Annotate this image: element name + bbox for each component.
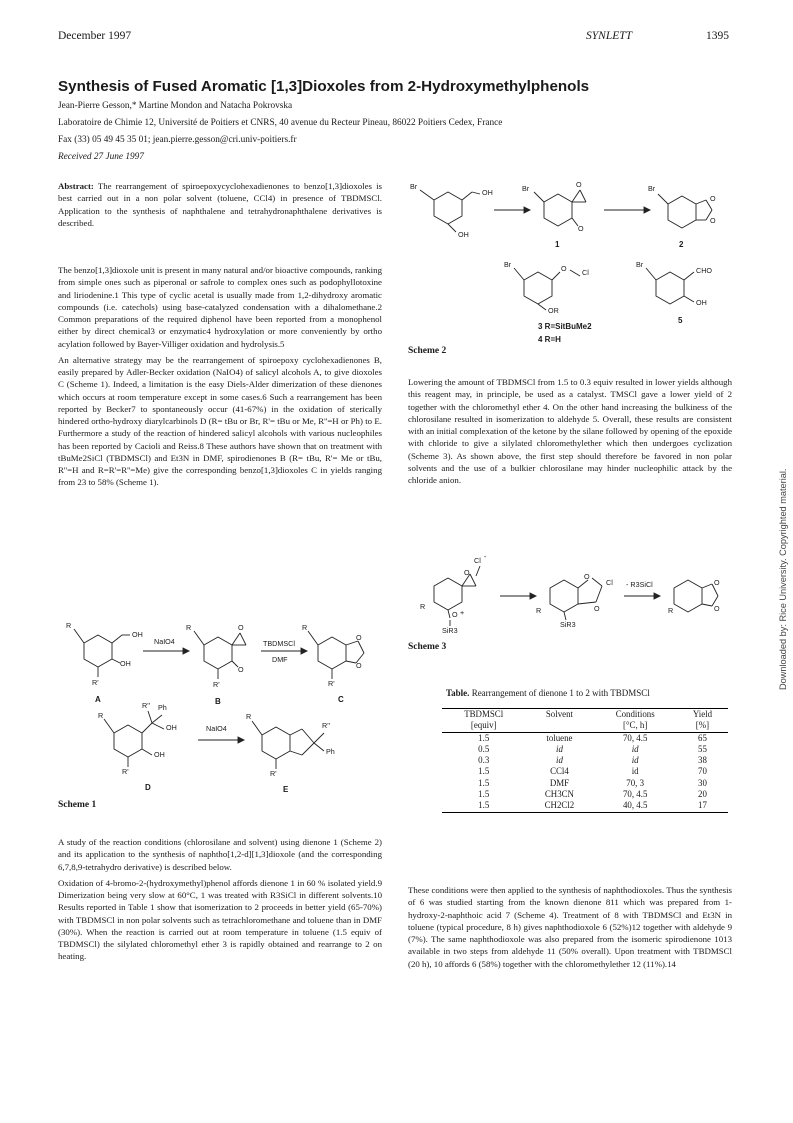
affiliation: Laboratoire de Chimie 12, Université de Poitiers et CNRS, 40 avenue du Recteur Pineau, 86022 Poitiers Cedex, France	[58, 118, 503, 128]
substituent-label: O	[561, 264, 567, 273]
substituent-label: O	[714, 578, 720, 587]
scheme-1-drawing	[58, 615, 382, 815]
substituent-label: R	[536, 606, 542, 615]
compound-label-a: A	[95, 695, 101, 704]
substituent-label: Cl	[474, 556, 481, 565]
download-watermark: Downloaded by: Rice University. Copyrighted material.	[778, 468, 788, 690]
table-row	[442, 744, 728, 755]
substituent-label: R	[302, 623, 308, 632]
table-cell: CH2Cl2	[544, 800, 575, 811]
table-row	[442, 755, 728, 766]
substituent-label: R'	[328, 679, 335, 688]
compound-label-2: 2	[679, 240, 684, 249]
table-unit: [°C, h]	[623, 720, 648, 731]
substituent-label: Br	[648, 184, 656, 193]
paragraph: A study of the reaction conditions (chlorosilane and solvent) using dienone 1 (Scheme 2) and its application to the synthesis of naphtho[1,2-d][1,3]dioxole (and the corresponding 6,7,8,9-tetrahydro derivative) is described below.	[58, 837, 382, 872]
table-caption-text: Rearrangement of dienone 1 to 2 with TBDMSCl	[471, 688, 650, 698]
contact: Fax (33) 05 49 45 35 01; jean.pierre.gesson@cri.univ-poitiers.fr	[58, 135, 297, 145]
substituent-label: Br	[410, 182, 418, 191]
table-cell: id	[631, 755, 639, 766]
substituent-label: O	[714, 604, 720, 613]
substituent-label: O	[710, 216, 716, 225]
table-cell: id	[631, 766, 639, 777]
reagent-label: NaIO4	[206, 724, 227, 733]
substituent-label: R	[420, 602, 426, 611]
substituent-label: O	[238, 665, 244, 674]
left-text-1	[58, 264, 382, 493]
scheme-3	[408, 552, 732, 656]
table-cell: toluene	[546, 732, 573, 743]
paragraph: An alternative strategy may be the rearrangement of spiroepoxy cyclohexadienones B, easily prepared by Adler-Becker oxidation (NaIO4) of salicyl alcohols A, to give dioxoles C (Scheme 1). Indeed, a limitation is the easy Diels-Alder dimerization of these dienones which occurs at room temperature except in some cases.6 Such a rearrangement has been reported by Becker7 to spontaneously occur (41-67%) in the oxidation of sterically hindered ortho-hydroxy diarylcarbinols D (R= tBu or Br, R'= tBu or Me, R''=H or Ph) to E. Furthermore a study of the reaction of hindered salicyl alcohols with various nucleophiles has been reported by Cacioli and Reiss.8 These authors have shown that on treatment with tBuMe2SiCl (TBDMSCl) and Et3N in DMF, spirodienones B (R= tBu, R'= Me or tBu, R''=H and R=R'=R''=Me) give the corresponding benzo[1,3]dioxoles C in yields ranging from 23 to 58% (Scheme 1).	[58, 354, 382, 488]
substituent-label: OH	[166, 723, 177, 732]
compound-label-5: 5	[678, 316, 683, 325]
substituent-label: R''	[322, 721, 330, 730]
authors: Jean-Pierre Gesson,* Martine Mondon and Natacha Pokrovska	[58, 101, 293, 111]
table-header: Solvent	[545, 709, 573, 719]
substituent-label: O	[464, 568, 470, 577]
substituent-label: CHO	[696, 266, 712, 275]
paragraph: The benzo[1,3]dioxole unit is present in many natural and/or bioactive compounds, ranking from simple ones such as piperonal or safrole to complex ones such as podophyllotoxine and liriodenine.1 This type of cyclic acetal is usually made from 1,2-dihydroxy aromatic compounds (i.e. catechols) using base-catalyzed condensation with a dihalomethane.2 Common preparations of the required diphenol have been reported from a monophenol either by direct chemical3 or enzymatic4 hydroxylation or more conveniently by ortho acylation followed by Bayer-Villiger oxidation and hydrolysis.5	[58, 265, 382, 349]
table-cell: 0.5	[478, 743, 490, 754]
table-header: Yield	[692, 709, 713, 719]
paragraph: Lowering the amount of TBDMSCl from 1.5 to 0.3 equiv resulted in lower yields although this reagent may, in principle, be used as a catalyst. TMSCl gave a lower yield of 2 together with the chloromethyl ether 4. On the other hand increasing the bulkiness of the chlorosilane resulted in isomerization to aldehyde 5. Overall, these results are consistent with an initial complexation of the ketone by the silane followed by opening of the epoxide with chloride to give a silylated chloromethylether which then undergoes cyclization (Scheme 3). As shown above, the first step should therefore be favored in non polar solvents and the use of a bulkier chlorosilane may hinder nucleophilic attack by the chloride anion.	[408, 377, 732, 485]
table-cell: 1.5	[478, 777, 490, 788]
substituent-label: O	[356, 633, 362, 642]
compound-label-1: 1	[555, 240, 560, 249]
table-row	[442, 789, 728, 800]
substituent-label: Br	[504, 260, 512, 269]
substituent-label: O	[238, 623, 244, 632]
substituent-label: R	[668, 606, 674, 615]
compound-label-4: 4 R=H	[538, 335, 561, 344]
substituent-label: OR	[548, 306, 559, 315]
table-cell: DMF	[549, 777, 570, 788]
table-cell: 70, 4.5	[622, 789, 648, 800]
substituent-label: OH	[482, 188, 493, 197]
substituent-label: O	[594, 604, 600, 613]
compound-label-b: B	[215, 697, 221, 706]
table-cell: CCl4	[550, 766, 569, 777]
substituent-label: Cl	[606, 578, 613, 587]
paragraph: Oxidation of 4-bromo-2-(hydroxymethyl)phenol affords dienone 1 in 60 % isolated yield.9 Dimerization being very slow at 60°C, 1 was treated with R3SiCl in different solvents.10 Results reported in Table 1 show that isomerization to 2 proceeds in better yield (65-70%) with TBDMSCl in non polar solvents such as tetrachloromethane and toluene than in DMF (30%). When the reaction is carried out at room temperature in toluene (1.5 equiv of TBDMSCl) the silylated chloromethyl ether 3 is rapidly obtained and rearrange to 2 on heating.	[58, 877, 382, 962]
table-row	[442, 778, 728, 789]
abstract-label: Abstract:	[58, 181, 94, 191]
table-unit: [equiv]	[470, 720, 497, 731]
substituent-label: OH	[154, 750, 165, 759]
abstract-text: The rearrangement of spiroepoxycyclohexadienones to benzo[1,3]dioxoles is best carried out in a non polar solvent (toluene, CCl4) in presence of TBDMSCl. Application to the synthesis of naphthalene and tetrahydronaphthalene derivatives is described.	[58, 181, 382, 228]
paragraph: These conditions were then applied to the synthesis of naphthodioxoles. Thus the synthesis of 6 was studied starting from the known dienone 811 which was prepared from 1-hydroxy-2-naphthoic acid 7 (Scheme 4). Treatment of 8 with TBDMSCl and Et3N in toluene (typical procedure, 8 h) gives naphthodioxole 6 (52%)12 together with aldehyde 9 (7%). The same naphthodioxole was also prepared from the isomeric spirodienone 1013 available in two steps from aldehyde 11 (50% overall). Upon treatment with TBDMSCl (20 h), 10 affords 6 (58%) together with the chloromethylether 12 (11%).14	[408, 885, 732, 969]
received-date: Received 27 June 1997	[58, 152, 144, 162]
left-text-2	[58, 836, 382, 967]
table-cell: 70	[698, 766, 707, 777]
table-caption-label: Table.	[446, 688, 470, 698]
header-date: December 1997	[58, 30, 132, 42]
substituent-label: R'	[213, 680, 220, 689]
substituent-label: R'	[122, 767, 129, 776]
header-journal: SYNLETT	[586, 30, 633, 42]
substituent-label: OH	[120, 659, 131, 668]
scheme-2-caption: Scheme 2	[408, 346, 447, 356]
table-header: Conditions	[615, 709, 655, 719]
table-cell: 30	[698, 777, 707, 788]
table-cell: CH3CN	[544, 789, 574, 800]
substituent-label: OH	[458, 230, 469, 239]
table-caption	[446, 688, 650, 698]
substituent-label: Br	[522, 184, 530, 193]
table-cell: id	[631, 743, 639, 754]
substituent-label: R'	[92, 678, 99, 687]
table-header: TBDMSCl	[464, 709, 504, 719]
reagent-label: DMF	[272, 655, 288, 664]
table-cell: id	[555, 755, 563, 766]
substituent-label: R	[246, 712, 252, 721]
reagent-label: TBDMSCl	[263, 639, 295, 648]
substituent-label: Cl	[582, 268, 589, 277]
substituent-label: R'	[270, 769, 277, 778]
reagent-label: NaIO4	[154, 637, 175, 646]
reagent-label: - R3SiCl	[626, 580, 653, 589]
table-cell: 40, 4.5	[622, 800, 648, 811]
table-units-row	[442, 720, 728, 732]
substituent-label: SiR3	[442, 626, 458, 635]
substituent-label: Br	[636, 260, 644, 269]
table-cell: 0.3	[478, 755, 490, 766]
right-text-2	[408, 884, 732, 974]
substituent-label: Ph	[326, 747, 335, 756]
table-row	[442, 766, 728, 777]
substituent-label: R	[66, 621, 72, 630]
table-row	[442, 800, 728, 812]
table-cell: 1.5	[478, 766, 490, 777]
table-unit: [%]	[695, 720, 710, 731]
substituent-label: Ph	[158, 703, 167, 712]
compound-label-c: C	[338, 695, 344, 704]
results-table	[442, 708, 728, 813]
compound-label-3: 3 R=SitBuMe2	[538, 322, 592, 331]
article-title: Synthesis of Fused Aromatic [1,3]Dioxoles from 2-Hydroxymethylphenols	[58, 78, 590, 95]
header-page: 1395	[706, 30, 729, 42]
substituent-label: O	[584, 572, 590, 581]
substituent-label: R	[186, 623, 192, 632]
compound-label-d: D	[145, 783, 151, 792]
table-cell: 1.5	[478, 800, 490, 811]
right-text-1	[408, 376, 732, 490]
scheme-1	[58, 615, 382, 815]
substituent-label: O	[452, 610, 458, 619]
table-cell: 55	[698, 743, 707, 754]
scheme-3-drawing	[408, 556, 732, 656]
table-unit	[525, 720, 593, 732]
compound-label-e: E	[283, 785, 289, 794]
table-cell: id	[555, 743, 563, 754]
substituent-label: O	[576, 180, 582, 189]
substituent-label: R	[98, 711, 104, 720]
table-header-row	[442, 709, 728, 721]
substituent-label: O	[578, 224, 584, 233]
substituent-label: OH	[696, 298, 707, 307]
scheme-2-drawing	[408, 180, 732, 362]
scheme-3-caption: Scheme 3	[408, 642, 447, 652]
scheme-2	[408, 180, 732, 362]
table-cell: 1.5	[478, 732, 490, 743]
substituent-label: R''	[142, 701, 150, 710]
table-row	[442, 732, 728, 744]
scheme-1-caption: Scheme 1	[58, 800, 97, 810]
data-table	[442, 708, 728, 813]
table-cell: 1.5	[478, 789, 490, 800]
substituent-label: OH	[132, 630, 143, 639]
substituent-label: O	[356, 661, 362, 670]
charge-label: +	[460, 608, 465, 617]
substituent-label: SiR3	[560, 620, 576, 629]
table-cell: 70, 3	[626, 777, 645, 788]
table-cell: 38	[698, 755, 707, 766]
abstract	[58, 180, 382, 229]
table-cell: 20	[698, 789, 707, 800]
benzene-ring	[84, 635, 112, 667]
table-cell: 17	[698, 800, 707, 811]
table-cell: 70, 4.5	[622, 732, 648, 743]
table-cell: 65	[698, 732, 707, 743]
charge-label: -	[484, 552, 487, 561]
substituent-label: O	[710, 194, 716, 203]
